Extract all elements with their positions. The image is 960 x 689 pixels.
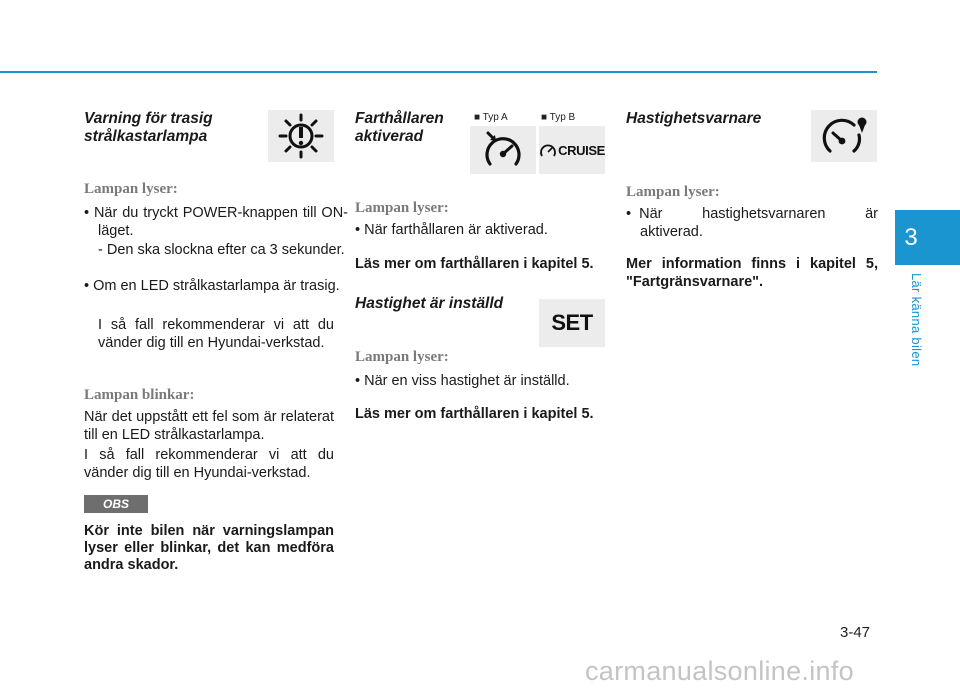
cruise-text-icon	[539, 126, 605, 174]
list-item: • När farthållaren är aktiverad.	[355, 222, 548, 238]
chapter-number: 3	[904, 223, 918, 251]
section-heading: Hastighetsvarnare	[626, 110, 762, 127]
list-item-end: är	[865, 206, 878, 222]
list-item: • När du tryckt POWER-knappen till ON-läget.	[84, 205, 348, 239]
watermark: carmanualsonline.info	[585, 656, 854, 686]
type-b-label: ■ Typ B	[541, 112, 576, 123]
section-heading: Hastighet är inställd	[355, 295, 504, 312]
top-rule	[0, 71, 877, 73]
reference-text: Läs mer om farthållaren i kapitel 5.	[355, 256, 594, 272]
lights-label: Lampan lyser:	[355, 200, 449, 216]
lights-label: Lampan lyser:	[626, 184, 720, 200]
note-text: Kör inte bilen när varningslampan lyser eller blinkar, det kan medföra andra skador.	[84, 523, 334, 573]
list-item	[626, 205, 878, 241]
lights-label: Lampan lyser:	[355, 349, 449, 365]
list-item: • Om en LED strålkastarlampa är trasig.	[84, 278, 340, 294]
type-a-label: ■ Typ A	[474, 112, 508, 123]
section-heading: Varning för trasig strålkastarlampa	[84, 110, 213, 145]
list-item-mid: hastighetsvarnaren	[702, 206, 826, 222]
list-item: - Den ska slockna efter ca 3 sekunder.	[98, 242, 345, 258]
list-item-cont: aktiverad.	[640, 224, 703, 240]
reference-text: Mer information finns i kapitel 5, "Fartgränsvarnare".	[626, 256, 878, 290]
cruise-speedometer-icon	[470, 126, 536, 174]
chapter-tab	[895, 210, 960, 265]
page-number: 3-47	[840, 624, 871, 641]
lights-label: Lampan lyser:	[84, 181, 178, 197]
chapter-title: Lär känna bilen	[909, 273, 924, 367]
reference-text: Läs mer om farthållaren i kapitel 5.	[355, 406, 594, 422]
speed-limiter-icon	[811, 110, 877, 162]
blinks-text: I så fall rekommenderar vi att du vänder dig till en Hyundai-verkstad.	[84, 447, 334, 481]
cruise-icon-label: CRUISE	[558, 142, 605, 158]
section-heading: Farthållaren aktiverad	[355, 110, 444, 145]
list-item: • När en viss hastighet är inställd.	[355, 373, 570, 389]
set-icon	[539, 299, 605, 347]
headlamp-warning-icon	[268, 110, 334, 162]
note-badge: OBS	[84, 495, 148, 513]
list-item-lead: • När	[626, 206, 663, 222]
blinks-text: När det uppstått ett fel som är relaterat till en LED strålkastarlampa.	[84, 409, 334, 443]
set-icon-label: SET	[551, 310, 593, 335]
list-item: I så fall rekommenderar vi att du vänder dig till en Hyundai-verkstad.	[98, 317, 334, 351]
blinks-label: Lampan blinkar:	[84, 387, 195, 403]
